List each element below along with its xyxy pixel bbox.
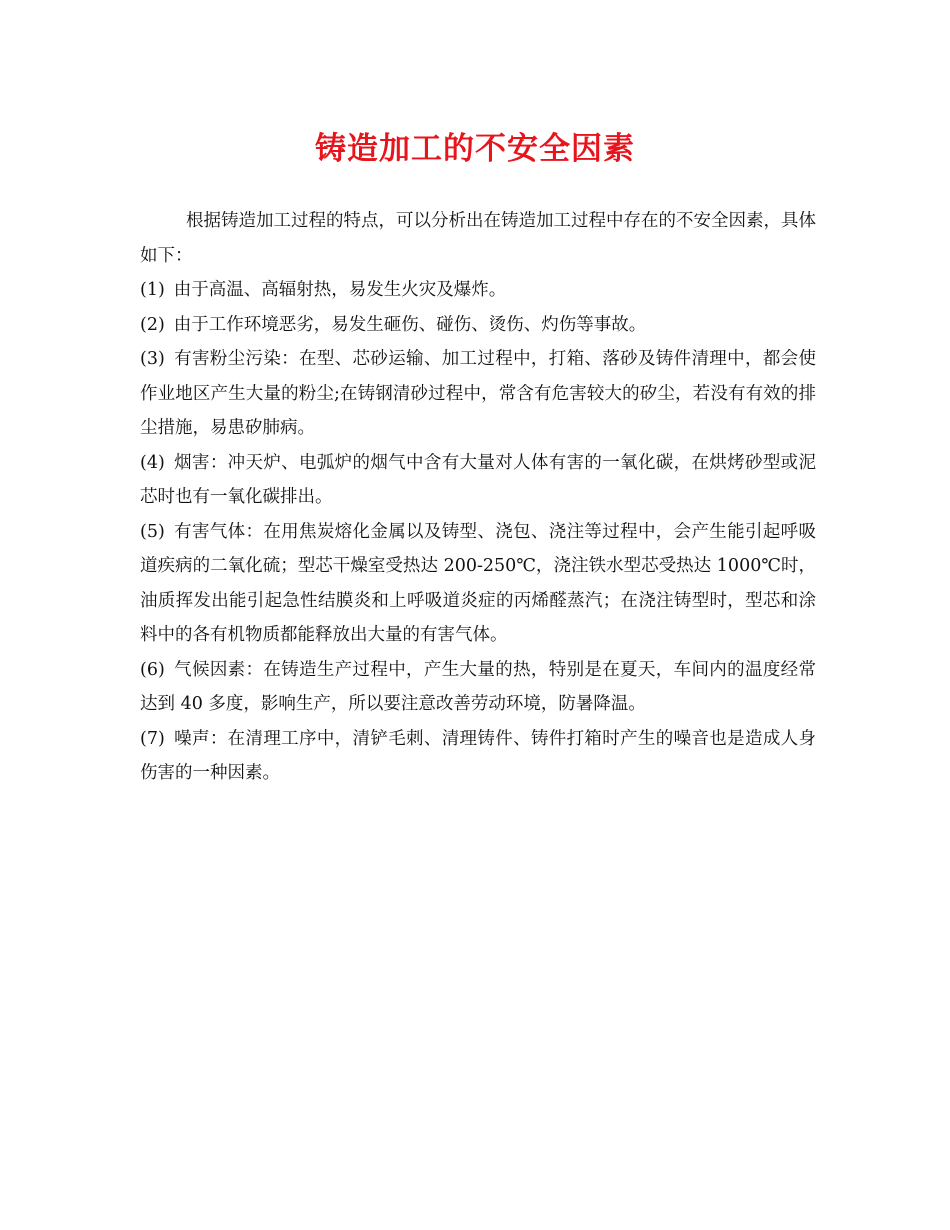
document-title: 铸造加工的不安全因素 [315, 131, 635, 167]
item-number: (4) [140, 452, 165, 473]
item-number: (1) [140, 280, 165, 300]
list-item [140, 722, 816, 791]
item-text: 由于高温、高辐射热，易发生火灾及爆炸。 [173, 280, 507, 300]
item-number: (7) [140, 728, 165, 749]
intro-paragraph: 根据铸造加工过程的特点，可以分析出在铸造加工过程中存在的不安全因素，具体如下： [140, 211, 816, 266]
item-text: 由于工作环境恶劣，易发生砸伤、碰伤、烫伤、灼伤等事故。 [173, 314, 647, 335]
list-item [140, 515, 816, 653]
item-number: (6) [140, 659, 165, 680]
list-item [140, 342, 816, 446]
item-text: 烟害：冲天炉、电弧炉的烟气中含有大量对人体有害的一氧化碳，在烘烤砂型或泥芯时也有一氧化碳排出。 [140, 452, 816, 507]
item-number: (3) [140, 349, 165, 369]
item-text: 有害粉尘污染：在型、芯砂运输、加工过程中，打箱、落砂及铸件清理中，都会使作业地区产生大量的粉尘;在铸钢清砂过程中，常含有危害较大的矽尘，若没有有效的排尘措施，易患矽肺病。 [140, 349, 816, 438]
item-number: (5) [140, 521, 165, 542]
item-text: 有害气体：在用焦炭熔化金属以及铸型、浇包、浇注等过程中，会产生能引起呼吸道疾病的二氧化硫；型芯干燥室受热达 200-250℃，浇注铁水型芯受热达 1000℃时，油质挥发出能引起急性结膜炎和上呼吸道炎症的丙烯醛蒸汽；在浇注铸型时，型芯和涂料中的各有机物质都能释放出大量的有害气体。 [140, 521, 816, 645]
list-item [140, 653, 816, 722]
document-body [140, 204, 816, 791]
item-text: 气候因素：在铸造生产过程中，产生大量的热，特别是在夏天，车间内的温度经常达到 40 多度，影响生产，所以要注意改善劳动环境，防暑降温。 [140, 659, 816, 714]
list-item [140, 308, 816, 343]
item-number: (2) [140, 314, 165, 335]
item-text: 噪声：在清理工序中，清铲毛刺、清理铸件、铸件打箱时产生的噪音也是造成人身伤害的一种因素。 [140, 728, 816, 783]
list-item [140, 273, 816, 308]
list-item [140, 446, 816, 515]
